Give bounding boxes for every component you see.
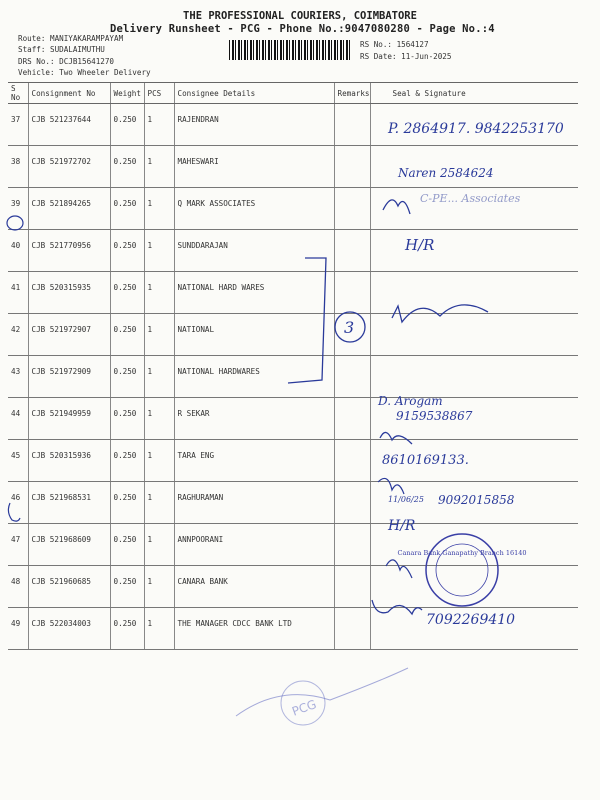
row-consignment: CJB 521894265 bbox=[28, 188, 110, 230]
row-sno: 47 bbox=[8, 524, 28, 566]
pcg-stamp-text: PCG bbox=[290, 697, 319, 719]
row-consignment: CJB 520315936 bbox=[28, 440, 110, 482]
row-consignment: CJB 521972702 bbox=[28, 146, 110, 188]
signature-row-40: H/R bbox=[405, 236, 435, 254]
drs-label: DRS No.: DCJB15641270 bbox=[18, 57, 115, 66]
row-consignee: NATIONAL HARDWARES bbox=[174, 356, 334, 398]
row-consignee: THE MANAGER CDCC BANK LTD bbox=[174, 608, 334, 650]
row-sno: 45 bbox=[8, 440, 28, 482]
circle-row-47-mark bbox=[8, 503, 20, 521]
row-consignee: CANARA BANK bbox=[174, 566, 334, 608]
row-pcs: 1 bbox=[144, 146, 174, 188]
row-sno: 38 bbox=[8, 146, 28, 188]
row-weight: 0.250 bbox=[110, 440, 144, 482]
signature-row-46-scribble bbox=[378, 478, 404, 494]
row-pcs: 1 bbox=[144, 272, 174, 314]
row-consignment: CJB 521972909 bbox=[28, 356, 110, 398]
row-pcs: 1 bbox=[144, 314, 174, 356]
row-consignee: RAGHURAMAN bbox=[174, 482, 334, 524]
row-consignee: TARA ENG bbox=[174, 440, 334, 482]
row-sno: 44 bbox=[8, 398, 28, 440]
row-consignee: MAHESWARI bbox=[174, 146, 334, 188]
group-count-text: 3 bbox=[344, 318, 355, 337]
row-consignee: NATIONAL HARD WARES bbox=[174, 272, 334, 314]
row-pcs: 1 bbox=[144, 482, 174, 524]
row-consignment: CJB 522034003 bbox=[28, 608, 110, 650]
rs-number: RS No.: 1564127 bbox=[360, 40, 429, 49]
row-consignment: CJB 521968531 bbox=[28, 482, 110, 524]
row-sno: 39 bbox=[8, 188, 28, 230]
signature-row-44-name: D. Arogam bbox=[378, 394, 443, 408]
row-consignment: CJB 521972907 bbox=[28, 314, 110, 356]
signature-row-49-phone: 7092269410 bbox=[426, 612, 516, 628]
row-weight: 0.250 bbox=[110, 104, 144, 146]
signature-row-49-scribble bbox=[372, 600, 422, 614]
row-weight: 0.250 bbox=[110, 482, 144, 524]
col-consignment: Consignment No bbox=[28, 83, 110, 104]
signature-row-45-phone: 8610169133. bbox=[382, 453, 469, 468]
col-pcs: PCS bbox=[144, 83, 174, 104]
signature-row-42-scribble bbox=[392, 305, 488, 322]
rs-date: RS Date: 11-Jun-2025 bbox=[360, 52, 452, 61]
row-sno: 42 bbox=[8, 314, 28, 356]
row-pcs: 1 bbox=[144, 524, 174, 566]
col-sno: S No bbox=[8, 83, 28, 104]
signature-row-46-phone: 9092015858 bbox=[438, 493, 515, 507]
row-consignee: NATIONAL bbox=[174, 314, 334, 356]
col-weight: Weight bbox=[110, 83, 144, 104]
row-sno: 49 bbox=[8, 608, 28, 650]
route-label: Route: MANIYAKARAMPAYAM bbox=[18, 34, 124, 43]
signature-row-38: Naren 2584624 bbox=[398, 166, 494, 180]
circle-row-40-mark bbox=[7, 216, 23, 230]
row-weight: 0.250 bbox=[110, 146, 144, 188]
row-pcs: 1 bbox=[144, 230, 174, 272]
staff-label: Staff: SUDALAIMUTHU bbox=[18, 45, 105, 54]
signature-row-37: P. 2864917. 9842253170 bbox=[388, 121, 564, 137]
row-pcs: 1 bbox=[144, 356, 174, 398]
row-sno: 43 bbox=[8, 356, 28, 398]
row-pcs: 1 bbox=[144, 104, 174, 146]
signature-row-45-scribble bbox=[380, 432, 412, 444]
row-sno: 37 bbox=[8, 104, 28, 146]
company-title: THE PROFESSIONAL COURIERS, COIMBATORE bbox=[183, 10, 417, 22]
row-consignee: Q MARK ASSOCIATES bbox=[174, 188, 334, 230]
row-weight: 0.250 bbox=[110, 188, 144, 230]
row-pcs: 1 bbox=[144, 566, 174, 608]
row-consignment: CJB 521968609 bbox=[28, 524, 110, 566]
canara-stamp-text: Canara Bank Ganapathy Branch 16140 bbox=[397, 549, 527, 557]
row-weight: 0.250 bbox=[110, 230, 144, 272]
group-bracket-mark bbox=[288, 258, 326, 383]
col-consignee: Consignee Details bbox=[174, 83, 334, 104]
row-pcs: 1 bbox=[144, 188, 174, 230]
row-weight: 0.250 bbox=[110, 314, 144, 356]
runsheet-title: Delivery Runsheet - PCG - Phone No.:9047080280 - Page No.:4 bbox=[110, 23, 495, 35]
row-sno: 46 bbox=[8, 482, 28, 524]
row-weight: 0.250 bbox=[110, 566, 144, 608]
row-consignment: CJB 521237644 bbox=[28, 104, 110, 146]
canara-bank-stamp bbox=[426, 534, 498, 606]
signature-row-39-scribble bbox=[383, 200, 410, 214]
row-sno: 40 bbox=[8, 230, 28, 272]
row-sno: 41 bbox=[8, 272, 28, 314]
row-consignment: CJB 521949959 bbox=[28, 398, 110, 440]
stamp-row-39: C-PE... Associates bbox=[420, 192, 521, 205]
signature-row-48-scribble bbox=[386, 560, 412, 578]
row-pcs: 1 bbox=[144, 398, 174, 440]
row-weight: 0.250 bbox=[110, 356, 144, 398]
row-weight: 0.250 bbox=[110, 524, 144, 566]
row-consignment: CJB 520315935 bbox=[28, 272, 110, 314]
row-pcs: 1 bbox=[144, 440, 174, 482]
row-consignment: CJB 521960685 bbox=[28, 566, 110, 608]
row-consignee: SUNDDARAJAN bbox=[174, 230, 334, 272]
row-consignment: CJB 521770956 bbox=[28, 230, 110, 272]
vehicle-label: Vehicle: Two Wheeler Delivery bbox=[18, 68, 151, 77]
signature-row-47: H/R bbox=[388, 518, 416, 534]
row-weight: 0.250 bbox=[110, 272, 144, 314]
row-consignee: R SEKAR bbox=[174, 398, 334, 440]
signature-row-46-date: 11/06/25 bbox=[388, 495, 424, 504]
row-weight: 0.250 bbox=[110, 398, 144, 440]
signature-row-44-phone: 9159538867 bbox=[396, 409, 473, 423]
col-seal-signature: Seal & Signature bbox=[370, 83, 578, 104]
row-weight: 0.250 bbox=[110, 608, 144, 650]
row-consignee: RAJENDRAN bbox=[174, 104, 334, 146]
row-sno: 48 bbox=[8, 566, 28, 608]
col-remarks: Remarks bbox=[334, 83, 370, 104]
row-pcs: 1 bbox=[144, 608, 174, 650]
row-consignee: ANNPOORANI bbox=[174, 524, 334, 566]
